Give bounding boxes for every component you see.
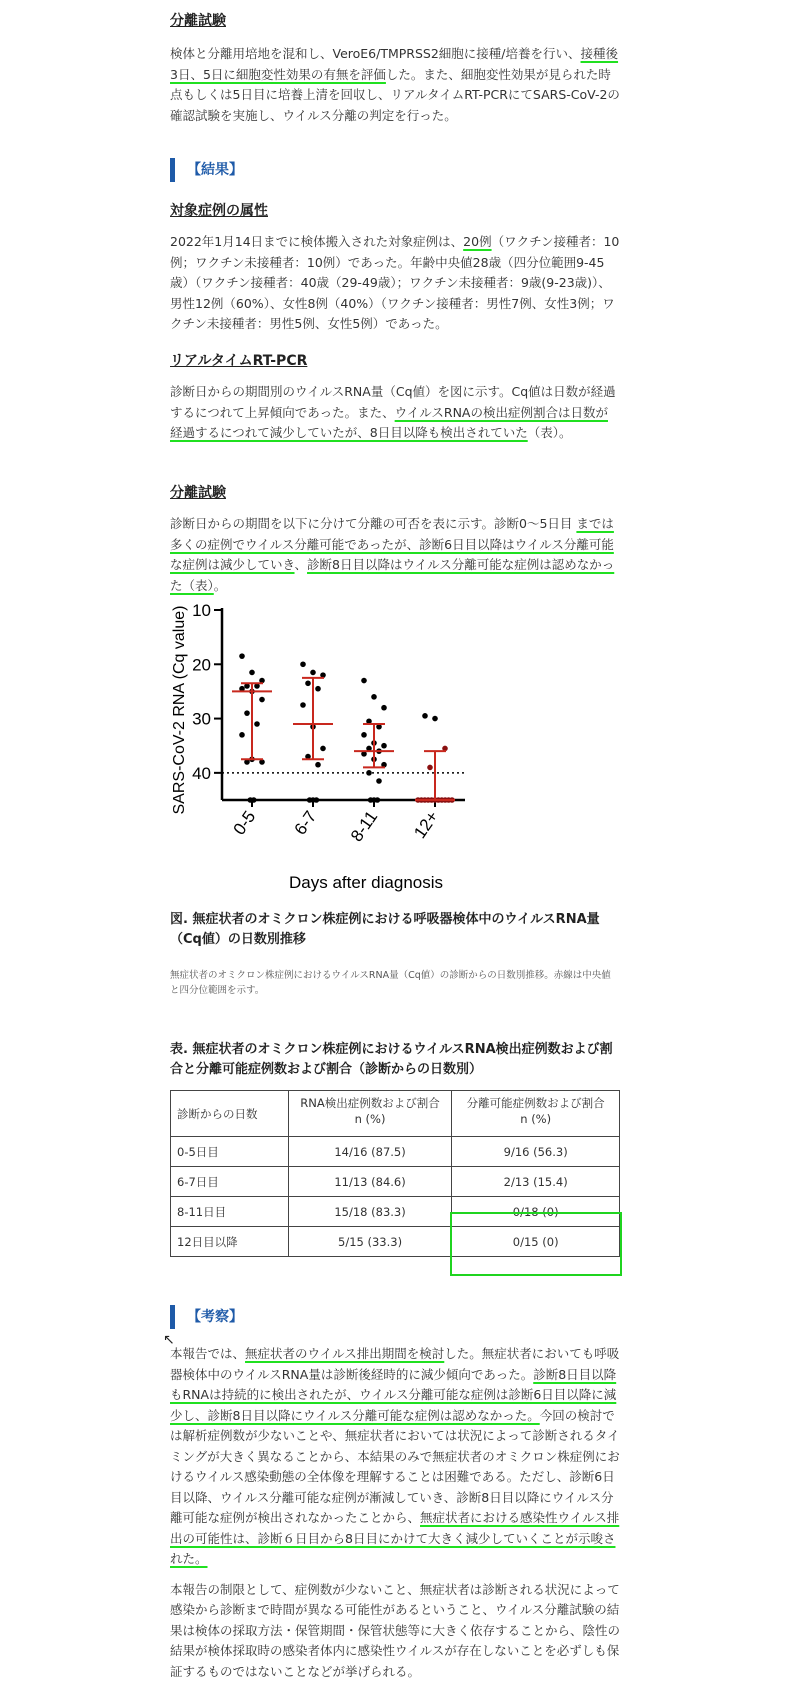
- x-tick-label: 8-11: [346, 807, 382, 846]
- data-point: [251, 797, 257, 803]
- data-point: [249, 670, 255, 676]
- data-point: [361, 732, 367, 738]
- rtpcr-body: 診断日からの期間別のウイルスRNA量（Cq値）を図に示す。Cq値は日数が経過するにつれて上昇傾向であった。また、ウイルスRNAの検出症例割合は日数が経過するにつれて減少していたが、8日目以降も検出されていた（表）。: [170, 384, 616, 440]
- x-tick-label: 0-5: [229, 807, 260, 839]
- rtpcr-section: [170, 350, 620, 444]
- data-point: [361, 678, 367, 684]
- y-tick-label: 20: [192, 655, 211, 675]
- table-row: 0-5日目 14/16 (87.5) 9/16 (56.3): [171, 1137, 620, 1167]
- figure-note: 無症状者のオミクロン株症例におけるウイルスRNA量（Cq値）の診断からの日数別推移。赤線は中央値と四分位範囲を示す。: [170, 970, 611, 996]
- data-point: [300, 702, 306, 708]
- mouse-cursor-icon: ↖: [163, 1332, 175, 1348]
- subjects-body: 2022年1月14日までに検体搬入された対象症例は、20例（ワクチン接種者：10例；ワクチン未接種者：10例）であった。年齢中央値28歳（四分位範囲9-45歳）（ワクチン接種者：40歳（29-49歳）；ワクチン未接種者：9歳(9-23歳)）、男性12例（60%）、女性8例（40%）（ワクチン接種者：男性7例、女性3例；ワクチン未接種者：男性5例、女性5例）であった。: [170, 234, 620, 331]
- y-tick-label: 30: [192, 709, 211, 729]
- data-point: [305, 680, 311, 686]
- data-point: [239, 732, 245, 738]
- data-point: [381, 743, 387, 749]
- data-point: [315, 686, 321, 692]
- subjects-heading: 対象症例の属性: [170, 203, 268, 219]
- x-tick-label: 12+: [410, 807, 443, 842]
- data-point: [310, 670, 316, 676]
- chart-x-axis-label: Days after diagnosis: [288, 873, 444, 892]
- subjects-section: [170, 200, 620, 335]
- results-section-title: 【結果】: [170, 158, 243, 182]
- chart-marks: [222, 653, 465, 802]
- figure-caption: 図. 無症状者のオミクロン株症例における呼吸器検体中のウイルスRNA量（Cq値）の日数別推移: [170, 912, 600, 947]
- discussion-paragraph-2: 本報告の制限として、症例数が少ないこと、無症状者は診断される状況によって感染から診断まで時間が異なる可能性があるということ、ウイルス分離試験の結果は検体の採取方法・保管期間・保管状態等に大きく依存することから、陰性の結果が検体採取時の感染者体内に感染性ウイルスが存在しないことを必ずしも保証するものではないことなどが挙げられる。: [170, 1581, 621, 1679]
- figure-caption-block: [170, 910, 620, 998]
- data-point: [320, 746, 326, 752]
- data-point: [375, 797, 381, 803]
- highlight-box: [450, 1212, 622, 1276]
- table-row: 6-7日目 11/13 (84.6) 2/13 (15.4): [171, 1167, 620, 1197]
- data-point: [422, 713, 428, 719]
- data-point: [239, 653, 245, 659]
- data-point: [427, 765, 433, 771]
- rtpcr-heading: リアルタイムRT-PCR: [170, 353, 308, 369]
- y-tick-label: 40: [192, 763, 211, 783]
- discussion-body: [170, 1344, 620, 1682]
- cq-value-chart: [170, 600, 510, 900]
- data-point: [432, 716, 438, 722]
- isolation-method-body: 検体と分離用培地を混和し、VeroE6/TMPRSS2細胞に接種/培養を行い、接種後3日、5日に細胞変性効果の有無を評価した。また、細胞変性効果が見られた時点もしくは5日目に培養上清を回収し、リアルタイムRT-PCRにてSARS-CoV-2の確認試験を実施し、ウイルス分離の判定を行った。: [170, 46, 620, 123]
- data-point: [381, 705, 387, 711]
- table-header-rna: RNA検出症例数および割合 n (%): [288, 1091, 452, 1137]
- table-row: 8-11日目 15/18 (83.3) 0/18 (0): [171, 1197, 620, 1227]
- data-point: [366, 770, 372, 776]
- chart-y-axis-label: SARS-CoV-2 RNA (Cq value): [171, 605, 188, 815]
- isolation-method-heading: 分離試験: [170, 13, 226, 29]
- table-caption-block: [170, 1040, 620, 1080]
- isolation-method-section: [170, 10, 620, 126]
- discussion-paragraph-1: 本報告では、無症状者のウイルス排出期間を検討した。無症状者においても呼吸器検体中のウイルスRNA量は診断後経時的に減少傾向であった。診断8日目以降もRNAは持続的に検出されたが、ウイルス分離可能な症例は診断6日目以降に減少し、診断8日目以降にウイルス分離可能な症例は認めなかった。今回の検討では解析症例数が少ないことや、無症状者においては状況によって診断されるタイミングが大きく異なることから、本結果のみで無症状者のオミクロン株症例におけるウイルス感染動態の全体像を理解することは困難である。ただし、診断6日目以降、ウイルス分離可能な症例が漸減していき、診断8日目以降にウイルス分離可能な症例が検出されなかったことから、無症状者における感染性ウイルス排出の可能性は、診断６日目から8日目にかけて大きく減少していくことが示唆された。: [170, 1346, 620, 1566]
- data-point: [300, 661, 306, 667]
- data-point: [254, 721, 260, 727]
- data-point: [315, 762, 321, 768]
- data-point: [371, 694, 377, 700]
- data-point: [376, 778, 382, 784]
- data-point: [244, 710, 250, 716]
- data-point: [259, 697, 265, 703]
- isolation-result-section: [170, 482, 620, 596]
- table-row: 12日目以降 5/15 (33.3) 0/15 (0): [171, 1227, 620, 1257]
- discussion-section-title: 【考察】: [170, 1305, 243, 1329]
- table-header-isolation: 分離可能症例数および割合 n (%): [452, 1091, 620, 1137]
- table-header-days: 診断からの日数: [171, 1091, 289, 1137]
- table-header-row: [171, 1091, 620, 1137]
- isolation-result-body: 診断日からの期間を以下に分けて分離の可否を表に示す。診断0～5日目 までは多くの症例でウイルス分離可能であったが、診断6日目以降はウイルス分離可能な症例は減少していき、診断8日目以降はウイルス分離可能な症例は認めなかった（表）。: [170, 516, 615, 593]
- table-caption: 表. 無症状者のオミクロン株症例におけるウイルスRNA検出症例数および割合と分離可能症例数および割合（診断からの日数別）: [170, 1042, 613, 1077]
- isolation-result-heading: 分離試験: [170, 485, 226, 501]
- y-tick-label: 10: [192, 601, 211, 620]
- data-point: [314, 797, 320, 803]
- x-tick-label: 6-7: [290, 807, 321, 839]
